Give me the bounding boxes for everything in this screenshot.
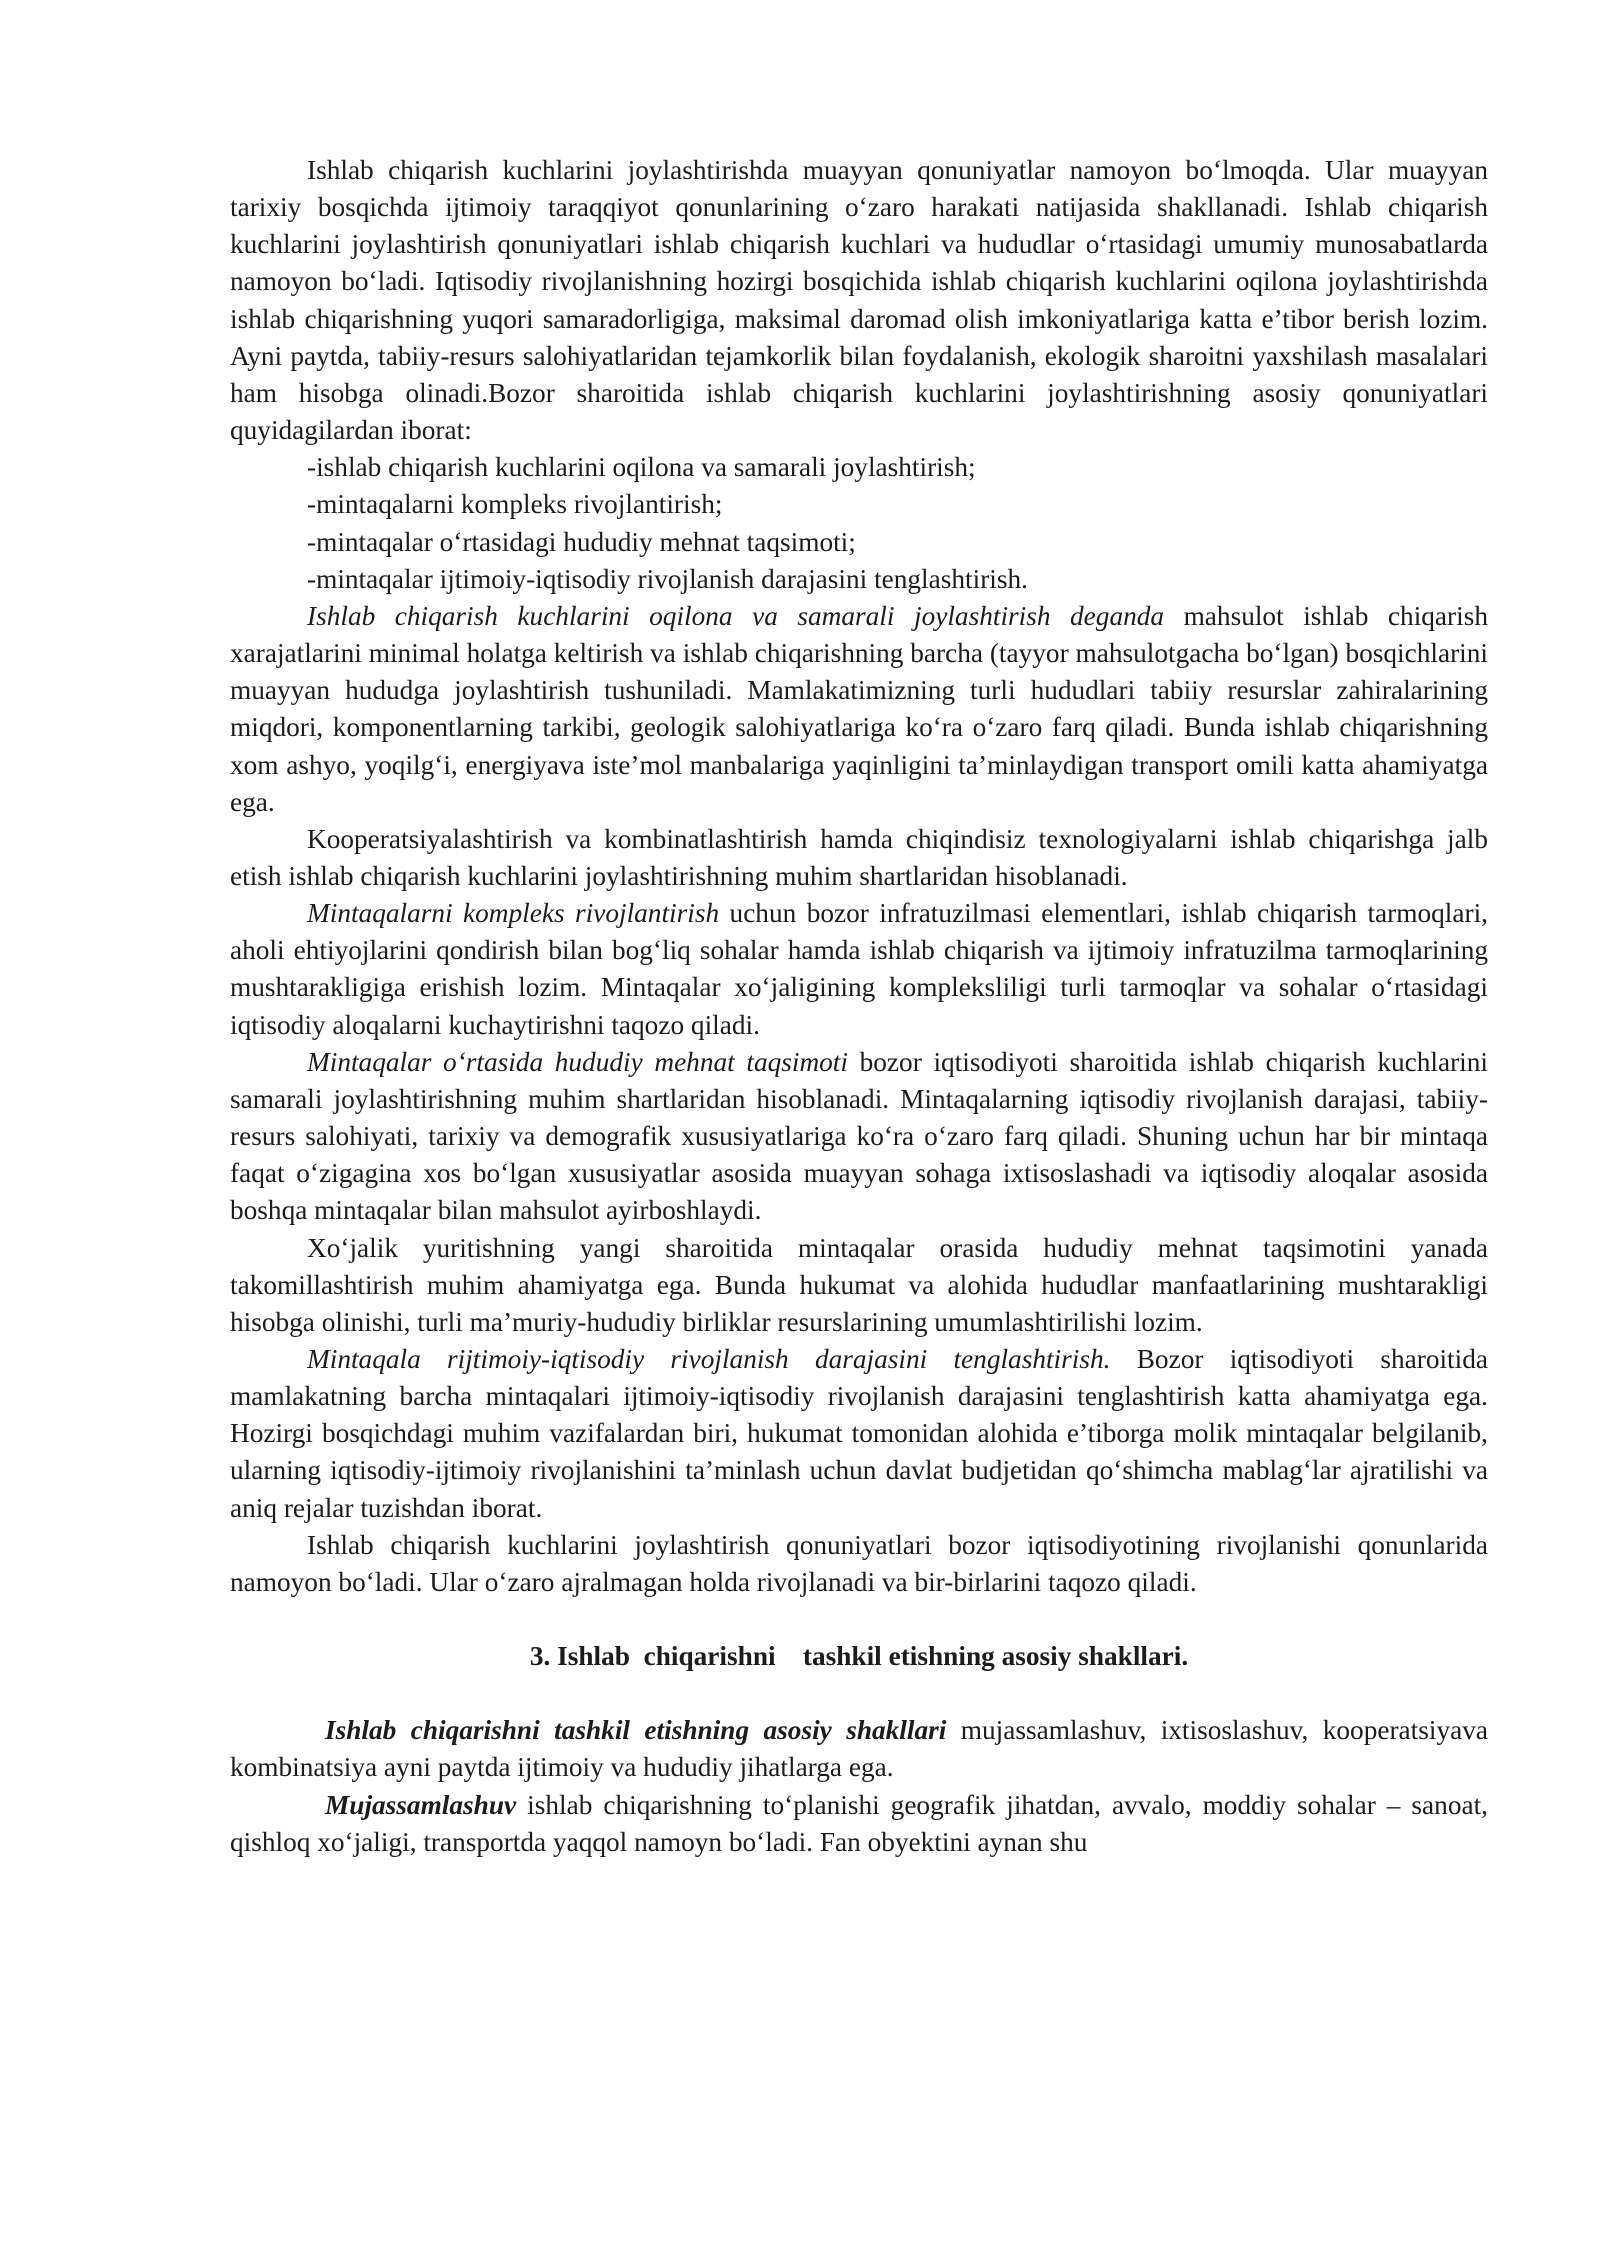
paragraph-cooperation: Kooperatsiyalashtirish va kombinatlashtirish hamda chiqindisiz texnologiyalarni ishlab chiqarishga jalb etish ishlab chiqarish kuchlarini joylashtirishning muhim shartlaridan hisoblanadi. xyxy=(230,823,1488,891)
italic-term: Ishlab chiqarish kuchlarini oqilona va samarali joylashtirish deganda xyxy=(307,600,1165,631)
paragraph-equalization xyxy=(230,1341,1488,1527)
list-item: -mintaqalar ijtimoiy-iqtisodiy rivojlanish darajasini tenglashtirish. xyxy=(307,563,1028,594)
paragraph-rational-placement xyxy=(230,598,1488,821)
document-page xyxy=(230,152,1488,1861)
bold-italic-term: Ishlab chiqarishni tashkil etishning asosiy shakllari xyxy=(325,1715,947,1746)
paragraph-concentration xyxy=(230,1787,1488,1861)
paragraph-text: ishlab chiqarishning to‘planishi geografik jihatdan, avvalo, moddiy sohalar – sanoat, qishloq xo‘jaligi, transportda yaqqol namoyn bo‘ladi. Fan obyektini aynan shu xyxy=(230,1789,1488,1857)
italic-term: Mintaqala rijtimoiy-iqtisodiy rivojlanish darajasini tenglashtirish. xyxy=(307,1344,1111,1374)
paragraph-text: uchun bozor infratuzilmasi elementlari, ishlab chiqarish tarmoqlari, aholi ehtiyojlarini qondirish bilan bog‘liq sohalar hamda ishlab chiqarish va ijtimoiy infratuzilma tarmoqlarining mushtarakligiga erishish lozim. Mintaqalar xo‘jaligining kompleksliligi turli tarmoqlar va sohalar o‘rtasidagi iqtisodiy aloqalarni kuchaytirishni taqozo qiladi. xyxy=(230,898,1488,1040)
list-item: -ishlab chiqarish kuchlarini oqilona va samarali joylashtirish; xyxy=(307,452,976,483)
italic-term: Mintaqalarni kompleks rivojlantirish xyxy=(307,898,720,929)
paragraph-text: mahsulot ishlab chiqarish xarajatlarini minimal holatga keltirish va ishlab chiqarishning barcha (tayyor mahsulotgacha bo‘lgan) bosqichlarini muayyan hududga joylashtirish tushuniladi. Mamlakatimizning turli hududlari tabiiy resurslar zahiralarining miqdori, komponentlarning tarkibi, geologik salohiyatlariga ko‘ra o‘zaro farq qiladi. Bunda ishlab chiqarishning xom ashyo, yoqilg‘i, energiyava iste’mol manbalariga yaqinligini ta’minlaydigan transport omili katta ahamiyatga ega. xyxy=(230,600,1488,817)
paragraph-forms xyxy=(230,1712,1488,1786)
list-item: -mintaqalar o‘rtasidagi hududiy mehnat taqsimoti; xyxy=(307,526,856,557)
paragraph-text: Bozor iqtisodiyoti sharoitida mamlakatning barcha mintaqalari ijtimoiy-iqtisodiy rivojlanish darajasini tenglashtirish katta ahamiyatga ega. Hozirgi bosqichdagi muhim vazifalardan biri, hukumat tomonidan alohida e’tiborga molik mintaqalar belgilanib, ularning iqtisodiy-ijtimoiy rivojlanishini ta’minlash uchun davlat budjetidan qo‘shimcha mablag‘lar ajratilishi va aniq rejalar tuzishdan iborat. xyxy=(230,1344,1488,1523)
section-heading: 3. Ishlab chiqarishni tashkil etishning asosiy shakllari. xyxy=(529,1641,1189,1672)
paragraph-text: mujassamlashuv, ixtisoslashuv, kooperatsiyava kombinatsiya ayni paytda ijtimoiy va hududiy jihatlarga ega. xyxy=(230,1715,1488,1783)
paragraph-intro: Ishlab chiqarish kuchlarini joylashtirishda muayyan qonuniyatlar namoyon bo‘lmoqda. Ular muayyan tarixiy bosqichda ijtimoiy taraqqiyot qonunlarining o‘zaro harakati natijasida shakllanadi. Ishlab chiqarish kuchlarini joylashtirish qonuniyatlari ishlab chiqarish kuchlari va hududlar o‘rtasidagi umumiy munosabatlarda namoyon bo‘ladi. Iqtisodiy rivojlanishning hozirgi bosqichida ishlab chiqarish kuchlarini oqilona joylashtirishda ishlab chiqarishning yuqori samaradorligiga, maksimal daromad olish imkoniyatlariga katta e’tibor berish lozim. Ayni paytda, tabiiy-resurs salohiyatlaridan tejamkorlik bilan foydalanish, ekologik sharoitni yaxshilash masalalari ham hisobga olinadi.Bozor sharoitida ishlab chiqarish kuchlarini joylashtirishning asosiy qonuniyatlari quyidagilardan iborat: xyxy=(230,155,1488,446)
list-item: -mintaqalarni kompleks rivojlantirish; xyxy=(307,489,723,520)
paragraph-complex-development xyxy=(230,895,1488,1044)
paragraph-text: bozor iqtisodiyoti sharoitida ishlab chiqarish kuchlarini samarali joylashtirishning muhim shartlaridan hisoblanadi. Mintaqalarning iqtisodiy rivojlanish darajasi, tabiiy-resurs salohiyati, tarixiy va demografik xususiyatlariga ko‘ra o‘zaro farq qiladi. Shuning uchun har bir mintaqa faqat o‘zigagina xos bo‘lgan xususiyatlar asosida muayyan sohaga ixtisoslashadi va iqtisodiy aloqalar asosida boshqa mintaqalar bilan mahsulot ayirboshlaydi. xyxy=(230,1046,1488,1226)
italic-term: Mintaqalar o‘rtasida hududiy mehnat taqsimoti xyxy=(307,1046,848,1077)
paragraph-labor-division xyxy=(230,1044,1488,1230)
bold-italic-term: Mujassamlashuv xyxy=(325,1789,517,1820)
paragraph-conclusion: Ishlab chiqarish kuchlarini joylashtirish qonuniyatlari bozor iqtisodiyotining rivojlanishi qonunlarida namoyon bo‘ladi. Ular o‘zaro ajralmagan holda rivojlanadi va bir-birlarini taqozo qiladi. xyxy=(230,1529,1488,1597)
paragraph-economic-management: Xo‘jalik yuritishning yangi sharoitida mintaqalar orasida hududiy mehnat taqsimotini yanada takomillashtirish muhim ahamiyatga ega. Bunda hukumat va alohida hududlar manfaatlarining mushtarakligi hisobga olinishi, turli ma’muriy-hududiy birliklar resurslarining umumlashtirilishi lozim. xyxy=(230,1232,1488,1337)
